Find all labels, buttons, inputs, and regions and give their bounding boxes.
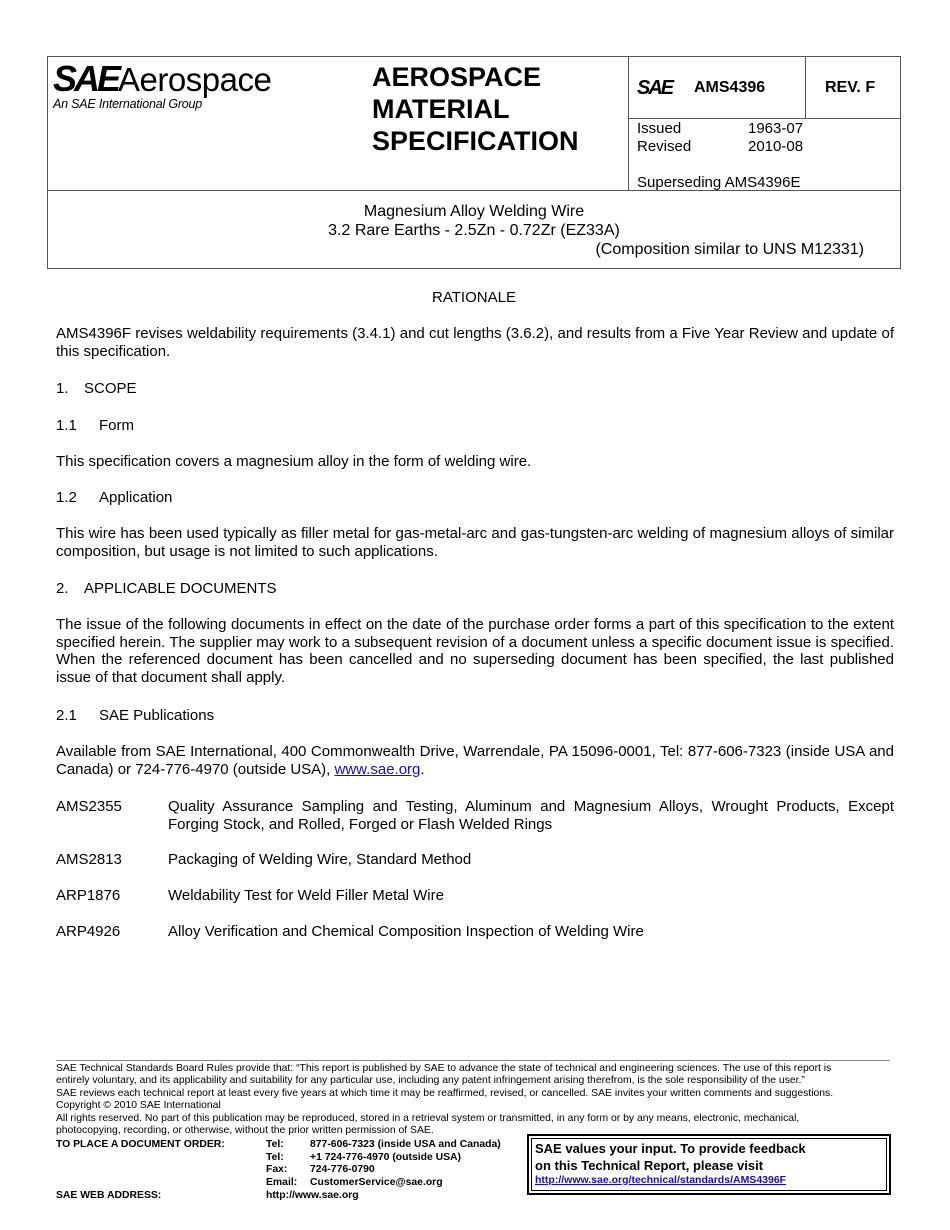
- web-label: SAE WEB ADDRESS:: [56, 1190, 162, 1201]
- email-value[interactable]: CustomerService@sae.org: [310, 1177, 443, 1188]
- header-vdivider-2: [805, 56, 806, 118]
- footer-line-4: Copyright © 2010 SAE International: [56, 1100, 221, 1112]
- feedback-line-1: SAE values your input. To provide feedback: [535, 1141, 806, 1156]
- header-vdivider-1: [628, 56, 629, 190]
- reference-code: ARP1876: [56, 887, 121, 904]
- section-2-1-title: SAE Publications: [99, 707, 215, 724]
- reference-code: AMS2813: [56, 851, 122, 868]
- revised-date: 2010-08: [748, 138, 804, 155]
- section-2-1-period: .: [420, 760, 425, 778]
- footer-line-6: photocopying, recording, or otherwise, without the prior written permission of SAE.: [56, 1125, 434, 1137]
- section-1-2-number: 1.2: [56, 489, 77, 506]
- tel2-value: +1 724-776-4970 (outside USA): [310, 1152, 462, 1163]
- sae-small-logo: SAE: [637, 77, 673, 99]
- reference-code: AMS2355: [56, 798, 122, 815]
- fax-label: Fax:: [266, 1164, 288, 1175]
- section-2-number: 2.: [56, 580, 69, 597]
- section-1-title: SCOPE: [84, 380, 137, 397]
- section-1-1-number: 1.1: [56, 417, 77, 434]
- title-line-2: 3.2 Rare Earths - 2.5Zn - 0.72Zr (EZ33A): [328, 222, 620, 239]
- doc-type-line-1: AEROSPACE: [372, 62, 542, 92]
- doc-number: AMS4396: [694, 79, 766, 96]
- section-1-1-title: Form: [99, 417, 134, 434]
- section-1-1-text: This specification covers a magnesium alloy in the form of welding wire.: [56, 453, 532, 470]
- issued-date: 1963-07: [748, 120, 804, 137]
- doc-type-line-3: SPECIFICATION: [372, 126, 579, 156]
- rationale-heading: RATIONALE: [432, 289, 516, 306]
- tel2-label: Tel:: [266, 1152, 284, 1163]
- tel-label: Tel:: [266, 1139, 284, 1150]
- tel-value: 877-606-7323 (inside USA and Canada): [310, 1139, 501, 1150]
- section-2-title: APPLICABLE DOCUMENTS: [84, 580, 277, 597]
- section-2-1-text: [56, 743, 894, 778]
- revised-label: Revised: [637, 138, 692, 155]
- reference-description: Quality Assurance Sampling and Testing, Aluminum and Magnesium Alloys, Wrought Products, Except Forging Stock, and Rolled, Forged or Flash Welded Rings: [168, 798, 894, 833]
- logo-sae-text: SAE: [53, 58, 119, 99]
- reference-description: Alloy Verification and Chemical Composition Inspection of Welding Wire: [168, 923, 644, 940]
- footer-line-5: All rights reserved. No part of this publication may be reproduced, stored in a retrieval system or transmitted, in any form or by any means, electronic, mechanical,: [56, 1112, 800, 1124]
- email-label: Email:: [266, 1177, 298, 1188]
- revision-label: REV. F: [825, 79, 876, 96]
- fax-value: 724-776-0790: [310, 1164, 375, 1175]
- logo-subtitle: An SAE International Group: [53, 97, 203, 111]
- feedback-text: [535, 1140, 806, 1174]
- section-2-text: The issue of the following documents in effect on the date of the purchase order forms a part of this specification to the extent specified herein. The supplier may work to a subsequent revision of a document unless a specific document issue is specified. When the referenced document has been cancelled and no superseding document has been specified, the last published issue of that document shall apply.: [56, 616, 894, 686]
- footer-rule: [56, 1060, 890, 1061]
- section-1-2-text: This wire has been used typically as filler metal for gas-metal-arc and gas-tungsten-arc welding of magnesium alloys of similar composition, but usage is not limited to such applications.: [56, 525, 894, 560]
- sae-aerospace-logo: [53, 58, 271, 100]
- logo-aerospace-text: Aerospace: [118, 61, 272, 98]
- order-label: TO PLACE A DOCUMENT ORDER:: [56, 1139, 225, 1150]
- doc-type-line-2: MATERIAL: [372, 94, 510, 124]
- reference-description: Packaging of Welding Wire, Standard Method: [168, 851, 472, 868]
- superseding-note: Superseding AMS4396E: [637, 174, 801, 191]
- reference-description: Weldability Test for Weld Filler Metal Wire: [168, 887, 444, 904]
- doc-type-title: [372, 61, 579, 157]
- section-2-1-body: Available from SAE International, 400 Commonwealth Drive, Warrendale, PA 15096-0001, Tel: 877-606-7323 (inside USA and Canada) or 724-776-4970 (outside USA),: [56, 743, 894, 778]
- issued-label: Issued: [637, 120, 682, 137]
- footer-line-1: SAE Technical Standards Board Rules provide that: “This report is published by SAE to advance the state of technical and engineering sciences. The use of this report is: [56, 1063, 832, 1074]
- title-line-1: Magnesium Alloy Welding Wire: [363, 203, 585, 220]
- footer-line-3: SAE reviews each technical report at least every five years at which time it may be reaffirmed, revised, or cancelled. SAE invites your written comments and suggestions.: [56, 1087, 834, 1099]
- header-hdivider-right: [628, 118, 901, 119]
- feedback-link[interactable]: http://www.sae.org/technical/standards/AMS4396F: [535, 1174, 787, 1186]
- rationale-text: AMS4396F revises weldability requirements (3.4.1) and cut lengths (3.6.2), and results from a Five Year Review and update of this specification.: [56, 325, 894, 360]
- section-2-1-number: 2.1: [56, 707, 77, 724]
- reference-code: ARP4926: [56, 923, 121, 940]
- footer-line-2: entirely voluntary, and its applicability and suitability for any particular use, including any patent infringement arising therefrom, is the sole responsibility of the user.”: [56, 1075, 805, 1087]
- section-1-number: 1.: [56, 380, 69, 397]
- sae-website-link[interactable]: www.sae.org: [334, 760, 421, 778]
- title-line-3: (Composition similar to UNS M12331): [595, 241, 864, 258]
- footer-legal: [56, 1063, 896, 1137]
- section-1-2-title: Application: [99, 489, 173, 506]
- feedback-line-2: on this Technical Report, please visit: [535, 1158, 764, 1173]
- web-value[interactable]: http://www.sae.org: [266, 1190, 359, 1201]
